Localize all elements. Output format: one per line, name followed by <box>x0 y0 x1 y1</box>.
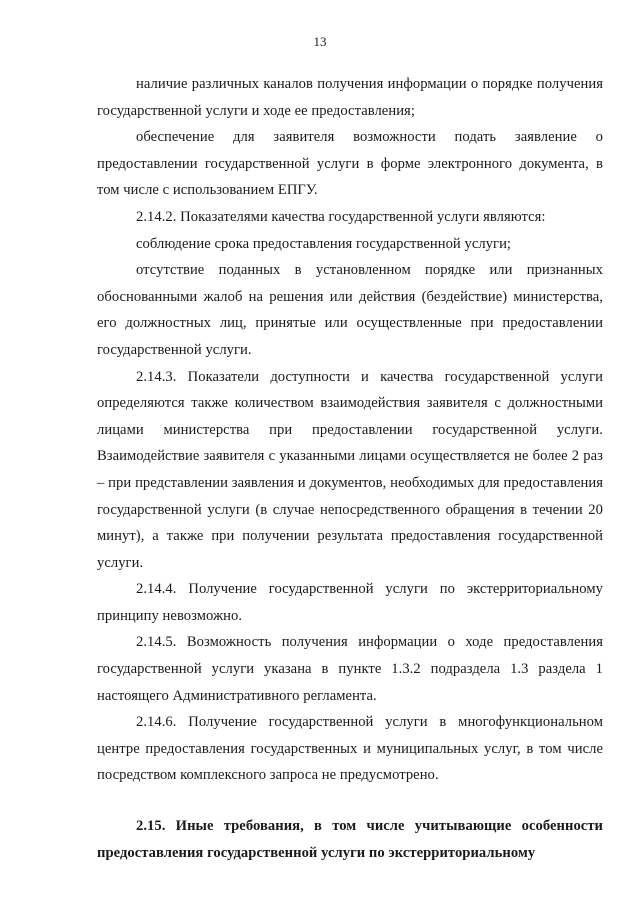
paragraph-2-14-5: 2.14.5. Возможность получения информации о ходе предоставления государственной услуги указана в пункте 1.3.2 подраздела 1.3 раздела 1 настоящего Административного регламента. <box>97 634 603 704</box>
paragraph-2-14-6: 2.14.6. Получение государственной услуги в многофункциональном центре предоставления государственных и муниципальных услуг, в том числе посредством комплексного запроса не предусмотрено. <box>97 714 603 784</box>
paragraph-2-14-3: 2.14.3. Показатели доступности и качества государственной услуги определяются также количеством взаимодействия заявителя с должностными лицами министерства при предоставлении государственной услуги. Взаимодействие заявителя с указанными лицами осуществляется не более 2 раз – при представлении заявления и документов, необходимых для предоставления государственной услуги (в случае непосредственного обращения в течении 20 минут), а также при получении результата предоставления государственной услуги. <box>97 368 603 571</box>
paragraph-electronic-application: обеспечение для заявителя возможности подать заявление о предоставлении государственной услуги в форме электронного документа, в том числе с использованием ЕПГУ. <box>97 129 603 199</box>
paragraph-info-channels: наличие различных каналов получения информации о порядке получения государственной услуги и ходе ее предоставления; <box>97 76 603 119</box>
section-heading-2-15: 2.15. Иные требования, в том числе учитывающие особенности предоставления государственной услуги по экстерриториальному <box>97 818 603 861</box>
paragraph-2-14-4: 2.14.4. Получение государственной услуги по экстерриториальному принципу невозможно. <box>97 581 603 624</box>
paragraph-no-complaints: отсутствие поданных в установленном порядке или признанных обоснованными жалоб на решения или действия (бездействие) министерства, его должностных лиц, принятые или осуществленные при предоставлении государственной услуги. <box>97 262 603 358</box>
document-body <box>97 71 603 866</box>
paragraph-2-14-2: 2.14.2. Показателями качества государственной услуги являются: <box>136 208 546 225</box>
paragraph-deadline-compliance: соблюдение срока предоставления государственной услуги; <box>136 235 512 252</box>
page-number: 13 <box>313 34 327 49</box>
